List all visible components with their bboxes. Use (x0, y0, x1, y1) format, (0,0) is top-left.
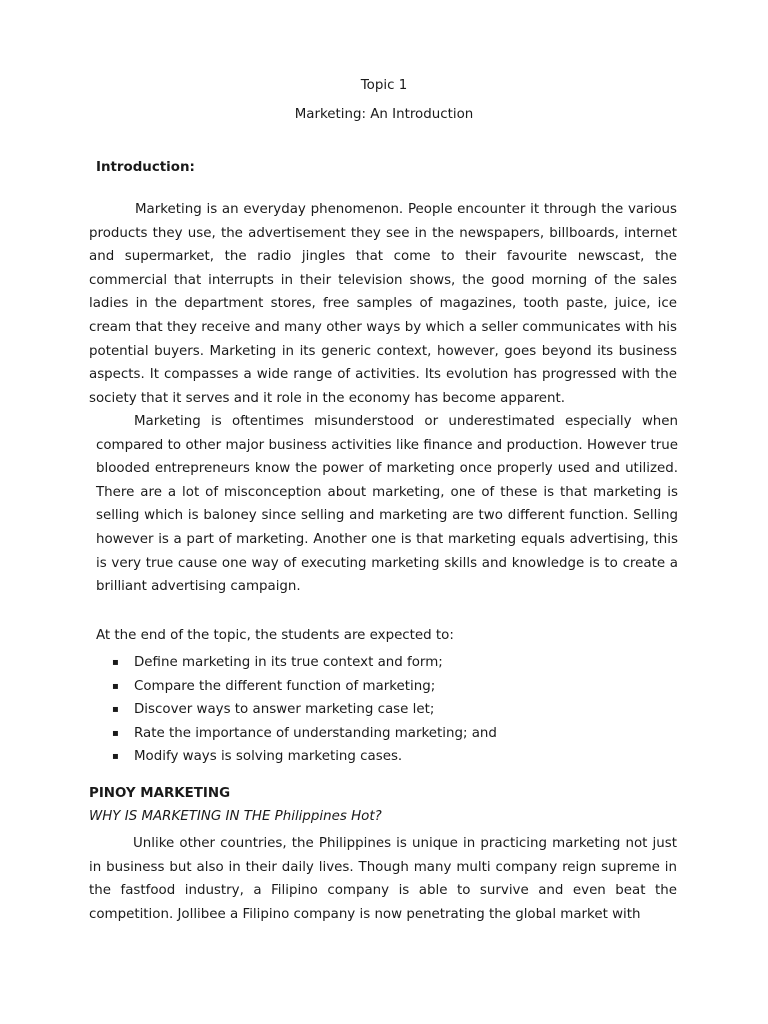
objective-text: Discover ways to answer marketing case let; (134, 702, 435, 718)
objective-text: Modify ways is solving marketing cases. (134, 749, 403, 765)
document-title: Marketing: An Introduction (294, 107, 474, 122)
list-item (112, 651, 497, 675)
objective-text: Define marketing in its true context and form; (134, 655, 443, 670)
list-item (112, 675, 497, 699)
objective-text: Compare the different function of marketing; (134, 678, 436, 694)
pinoy-marketing-subheading: WHY IS MARKETING IN THE Philippines Hot? (89, 809, 382, 824)
bullet-icon: ▪ (112, 680, 119, 692)
introduction-paragraph-2: Marketing is oftentimes misunderstood or underestimated especially when compared to other major business activities like finance and production. However true blooded entrepreneurs know the power of marketing once properly used and utilized. There are a lot of misconception about marketing, one of these is that marketing is selling which is baloney since selling and marketing are two different function. Selling however is a part of marketing. Another one is that marketing equals advertising, this is very true cause one way of executing marketing skills and knowledge is to create a brilliant advertising campaign. (96, 414, 678, 595)
objectives-lead: At the end of the topic, the students are expected to: (96, 628, 454, 643)
pinoy-marketing-heading: PINOY MARKETING (89, 786, 231, 801)
bullet-icon: ▪ (112, 657, 119, 668)
introduction-paragraph-1: Marketing is an everyday phenomenon. People encounter it through the various products they use, the advertisement they see in the newspapers, billboards, internet and supermarket, the radio jingles that come to their favourite newscast, the commercial that interrupts in their television shows, the good morning of the sales ladies in the department stores, free samples of magazines, tooth paste, juice, ice cream that they receive and many other ways by which a seller communicates with his potential buyers. Marketing in its generic context, however, goes beyond its business aspects. It compasses a wide range of activities. Its evolution has progressed with the society that it serves and it role in the economy has become apparent. (89, 202, 677, 406)
topic-label: Topic 1 (360, 78, 408, 93)
introduction-heading: Introduction: (96, 160, 195, 175)
bullet-icon: ▪ (112, 727, 119, 739)
bullet-icon: ▪ (112, 704, 119, 716)
objectives-list (112, 651, 497, 769)
list-item (112, 722, 497, 746)
list-item (112, 698, 497, 722)
pinoy-marketing-paragraph: Unlike other countries, the Philippines is unique in practicing marketing not just in business but also in their daily lives. Though many multi company reign supreme in the fastfood industry, a Filipino company is able to survive and even beat the competition. Jollibee a Filipino company is now penetrating the global market with (89, 836, 677, 922)
bullet-icon: ▪ (112, 751, 119, 763)
objective-text: Rate the importance of understanding marketing; and (134, 725, 497, 741)
list-item (112, 745, 497, 769)
